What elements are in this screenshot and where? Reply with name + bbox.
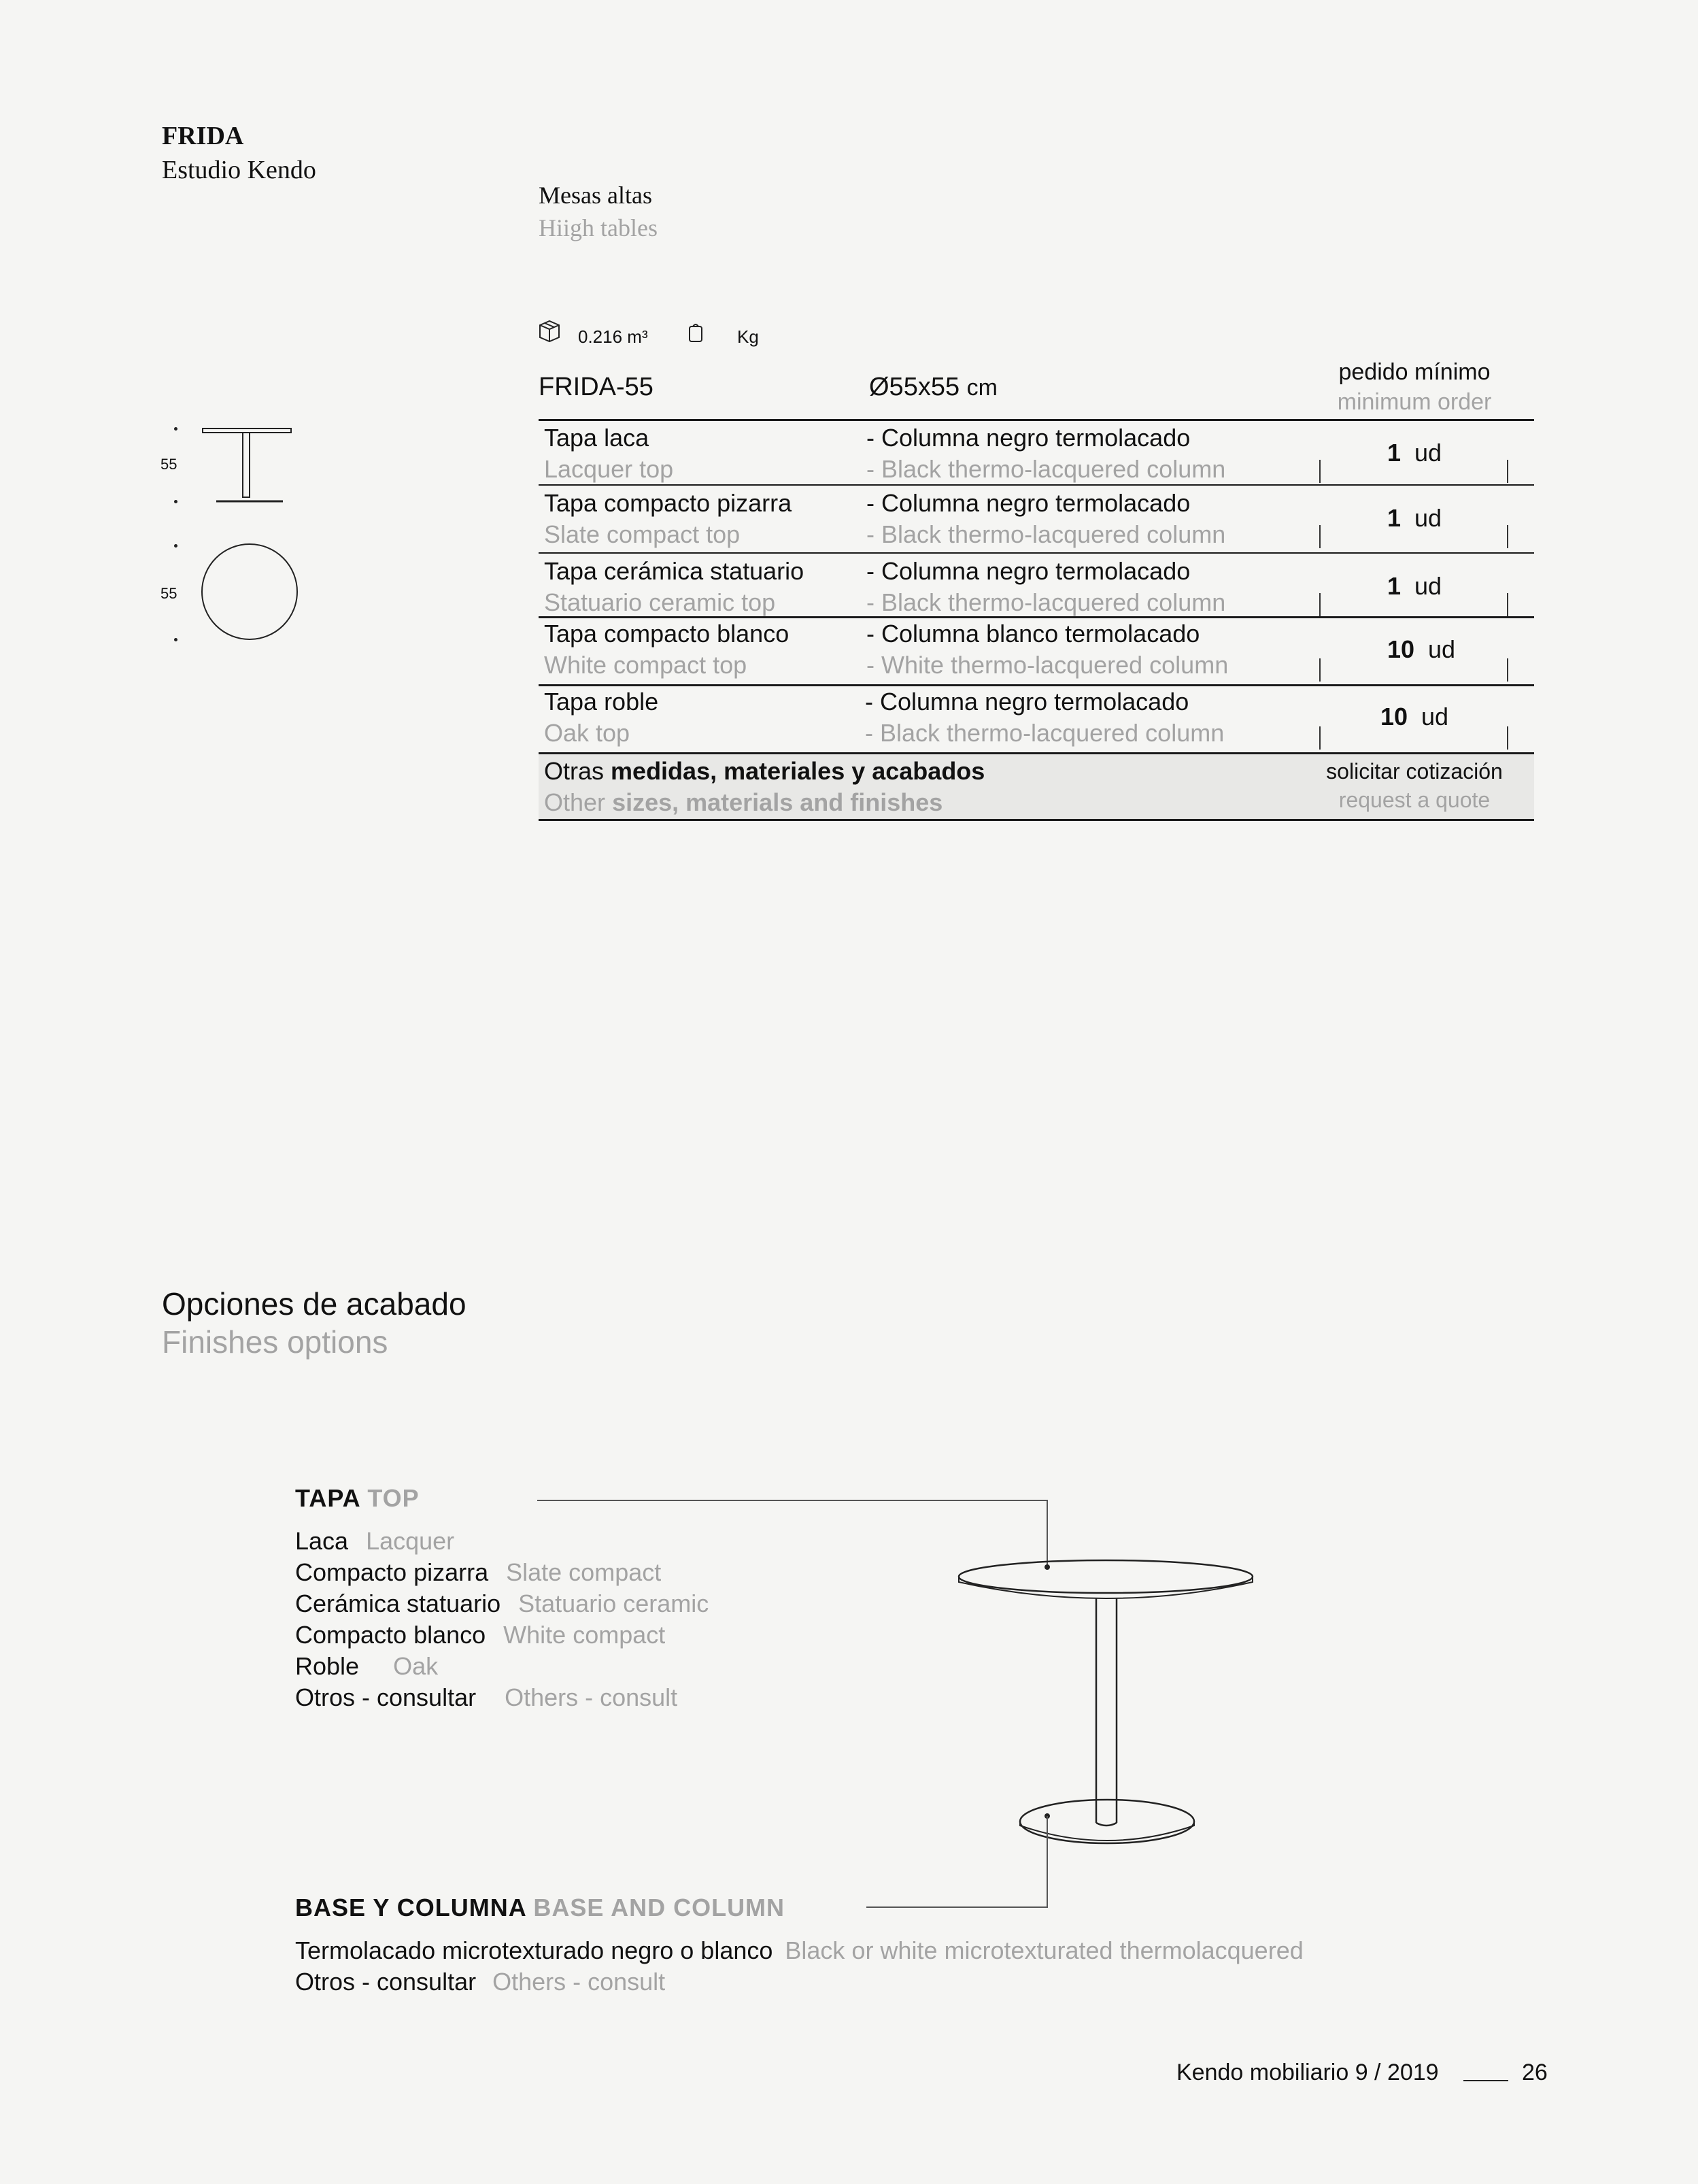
row-column-en: - White thermo-lacquered column [866,651,1229,679]
finish-es: Otros - consultar [295,1683,477,1711]
min-order-qty [1353,439,1476,467]
cell-tick [1319,525,1321,548]
finish-es: Roble [295,1652,360,1680]
qty-unit: ud [1428,635,1456,663]
other-options-es [544,756,985,786]
base-heading-en: BASE AND COLUMN [533,1894,785,1921]
row-top-en: Statuario ceramic top [544,588,776,616]
row-top-es: Tapa compacto pizarra [544,489,792,517]
finish-es: Termolacado microtexturado negro o blanco [295,1936,773,1964]
table-rule [539,552,1534,554]
other-es-bold: medidas, materiales y acabados [611,757,985,785]
row-column-en: - Black thermo-lacquered column [866,520,1226,548]
row-top-en: White compact top [544,651,747,679]
row-column-en: - Black thermo-lacquered column [866,455,1226,483]
finish-en: Black or white microtexturated thermolacquered [785,1936,1304,1964]
row-column-es: - Columna blanco termolacado [866,620,1200,648]
cell-tick [1319,726,1321,750]
row-top-en: Oak top [544,719,630,747]
min-order-en: minimum order [1337,389,1492,415]
top-finish-item [295,1526,454,1556]
top-heading-en: TOP [367,1484,420,1512]
category-es: Mesas altas [539,182,652,209]
model-size [869,373,998,402]
qty-unit: ud [1414,572,1442,600]
row-column-es: - Columna negro termolacado [866,424,1191,452]
model-name: FRIDA-55 [539,373,653,401]
base-heading-es: BASE Y COLUMNA [295,1894,526,1921]
cell-tick [1319,593,1321,616]
qty-value: 10 [1387,635,1414,663]
cell-tick [1507,726,1508,750]
top-heading-es: TAPA [295,1484,360,1512]
cell-tick [1507,460,1508,483]
category-en: Hiigh tables [539,214,658,241]
qty-value: 1 [1387,439,1401,467]
qty-unit: ud [1421,703,1449,730]
row-column-es: - Columna negro termolacado [866,557,1191,585]
page-number: 26 [1522,2060,1548,2085]
side-view-drawing [197,425,299,507]
row-column-es: - Columna negro termolacado [866,489,1191,517]
weight-value: Kg [737,326,759,347]
finish-en: Statuario ceramic [518,1590,709,1617]
finish-en: White compact [503,1621,666,1649]
size-value: Ø55x55 [869,373,960,401]
min-order-qty [1353,703,1476,731]
min-order-qty [1353,572,1476,601]
finish-en: Lacquer [366,1527,455,1555]
product-name: FRIDA [162,122,244,150]
table-rule [539,684,1534,686]
other-en-prefix: Other [544,788,606,816]
footer-publication: Kendo mobiliario 9 / 2019 [1176,2060,1439,2085]
finish-es: Compacto pizarra [295,1558,489,1586]
row-top-en: Slate compact top [544,520,741,548]
dim-dot [174,638,177,641]
row-column-en: - Black thermo-lacquered column [865,719,1225,747]
table-rule [539,616,1534,618]
finish-en: Others - consult [505,1683,678,1711]
top-dimension-label: 55 [160,585,177,602]
row-top-es: Tapa roble [544,688,659,716]
dim-dot [174,544,177,548]
cell-tick [1507,525,1508,548]
cell-tick [1507,593,1508,616]
table-rule [539,819,1534,821]
request-quote-en: request a quote [1338,788,1491,812]
cell-tick [1319,460,1321,483]
finish-es: Laca [295,1527,349,1555]
weight-icon [687,321,704,344]
row-top-es: Tapa cerámica statuario [544,557,804,585]
row-column-es: - Columna negro termolacado [865,688,1189,716]
table-rule [539,484,1534,486]
finishes-title-en: Finishes options [162,1324,388,1360]
qty-unit: ud [1414,439,1442,467]
dim-dot [174,427,177,431]
qty-unit: ud [1414,504,1442,532]
finish-en: Others - consult [492,1968,666,1996]
cell-tick [1319,658,1321,682]
table-illustration [530,1483,1278,1918]
top-view-drawing [200,542,299,641]
finish-es: Compacto blanco [295,1621,486,1649]
volume-value: 0.216 m³ [578,326,648,347]
other-es-prefix: Otras [544,757,605,785]
top-finish-item [295,1651,438,1681]
row-top-es: Tapa compacto blanco [544,620,789,648]
footer-divider [1463,2080,1508,2081]
finish-es: Cerámica statuario [295,1590,501,1617]
top-heading [295,1484,420,1513]
finish-es: Otros - consultar [295,1968,477,1996]
dim-dot [174,500,177,503]
qty-value: 10 [1380,703,1408,730]
finishes-title-es: Opciones de acabado [162,1286,466,1322]
box-icon [537,318,562,346]
other-en-bold: sizes, materials and finishes [612,788,943,816]
cell-tick [1507,658,1508,682]
row-column-en: - Black thermo-lacquered column [866,588,1226,616]
min-order-qty [1360,635,1482,664]
designer: Estudio Kendo [162,156,316,184]
request-quote-es: solicitar cotización [1326,759,1503,784]
base-finish-item [295,1936,1304,1966]
table-rule [539,419,1534,421]
finish-en: Oak [393,1652,439,1680]
min-order-es: pedido mínimo [1338,359,1491,385]
qty-value: 1 [1387,504,1401,532]
size-unit: cm [966,375,998,401]
finish-en: Slate compact [506,1558,662,1586]
other-options-en [544,788,943,818]
row-top-en: Lacquer top [544,455,674,483]
base-finish-item [295,1967,665,1997]
min-order-qty [1353,504,1476,533]
side-dimension-label: 55 [160,456,177,473]
row-top-es: Tapa laca [544,424,649,452]
qty-value: 1 [1387,572,1401,600]
